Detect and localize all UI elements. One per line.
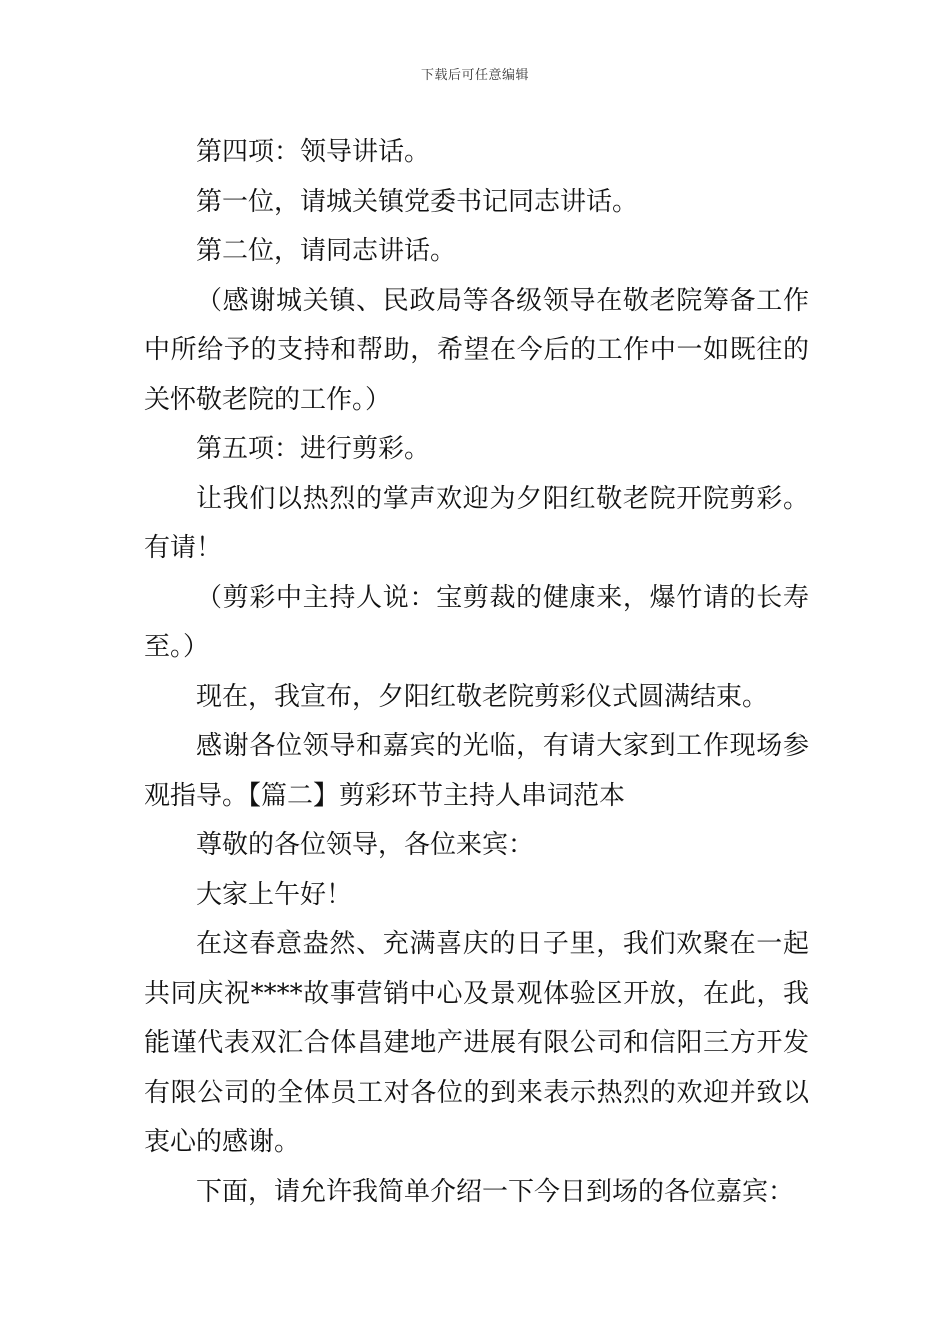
paragraph: （剪彩中主持人说：宝剪裁的健康来，爆竹请的长寿至。） [144,582,809,662]
paragraph: 第四项：领导讲话。 [196,137,431,167]
paragraph: 让我们以热烈的掌声欢迎为夕阳红敬老院开院剪彩。有请！ [144,483,809,563]
paragraph: （感谢城关镇、民政局等各级领导在敬老院筹备工作中所给予的支持和帮助，希望在今后的工作中一如既往的关怀敬老院的工作。） [144,285,809,415]
paragraph: 尊敬的各位领导，各位来宾： [196,830,535,860]
paragraph: 第二位，请同志讲话。 [196,236,457,266]
paragraph: 现在，我宣布，夕阳红敬老院剪彩仪式圆满结束。 [196,681,769,712]
page-header: 下载后可任意编辑 [420,68,529,83]
paragraph: 下面，请允许我简单介绍一下今日到场的各位嘉宾： [196,1176,795,1207]
paragraph: 第一位，请城关镇党委书记同志讲话。 [196,186,639,217]
paragraph: 第五项：进行剪彩。 [196,434,431,464]
paragraph: 大家上午好！ [196,879,353,910]
paragraph: 感谢各位领导和嘉宾的光临，有请大家到工作现场参观指导。【篇二】剪彩环节主持人串词范本 [144,731,809,811]
paragraph: 在这春意盎然、充满喜庆的日子里，我们欢聚在一起共同庆祝****故事营销中心及景观体验区开放，在此，我能谨代表双汇合体昌建地产进展有限公司和信阳三方开发有限公司的全体员工对各位的到来表示热烈的欢迎并致以衷心的感谢。 [144,929,809,1157]
document-body [144,128,809,1217]
